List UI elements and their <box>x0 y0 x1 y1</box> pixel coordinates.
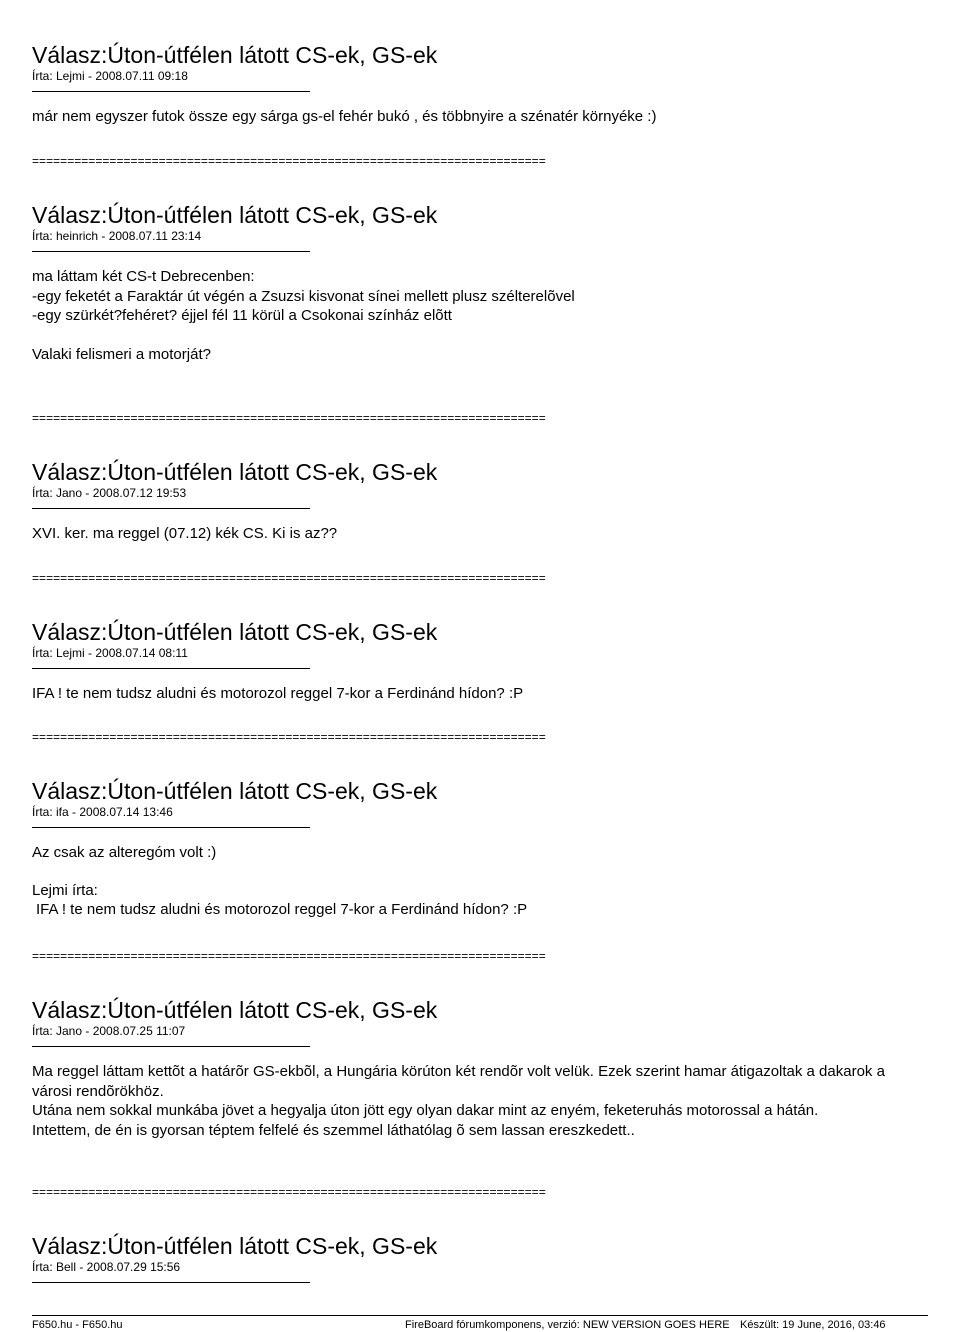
post-meta: Írta: Jano - 2008.07.25 11:07 <box>32 1024 186 1038</box>
meta-divider <box>32 1046 310 1047</box>
post-separator: ========================================================================= <box>32 949 546 963</box>
post-body <box>32 107 922 127</box>
post <box>32 459 932 544</box>
post <box>32 997 932 1140</box>
post-paragraph: XVI. ker. ma reggel (07.12) kék CS. Ki is az?? <box>32 525 338 542</box>
footer-divider <box>32 1315 928 1316</box>
post-title: Válasz:Úton-útfélen látott CS-ek, GS-ek <box>32 997 438 1023</box>
post-separator: ========================================================================= <box>32 1185 546 1199</box>
post-title: Válasz:Úton-útfélen látott CS-ek, GS-ek <box>32 42 438 68</box>
footer-site: F650.hu - F650.hu <box>32 1319 123 1331</box>
post <box>32 778 932 920</box>
post-separator: ========================================================================= <box>32 730 546 744</box>
post-meta: Írta: Lejmi - 2008.07.11 09:18 <box>32 69 188 83</box>
post-separator: ========================================================================= <box>32 154 546 168</box>
meta-divider <box>32 508 310 509</box>
quote-text: IFA ! te nem tudsz aludni és motorozol reggel 7-kor a Ferdinánd hídon? :P <box>36 901 528 918</box>
meta-divider <box>32 1282 310 1283</box>
post-title: Válasz:Úton-útfélen látott CS-ek, GS-ek <box>32 202 438 228</box>
post-title: Válasz:Úton-útfélen látott CS-ek, GS-ek <box>32 778 438 804</box>
post-paragraph: -egy szürkét?fehéret? éjjel fél 11 körül a Csokonai színház elõtt <box>32 307 452 324</box>
meta-divider <box>32 668 310 669</box>
post <box>32 619 932 704</box>
post-meta: Írta: Jano - 2008.07.12 19:53 <box>32 486 187 500</box>
post-title: Válasz:Úton-útfélen látott CS-ek, GS-ek <box>32 619 438 645</box>
post-paragraph: ma láttam két CS-t Debrecenben: <box>32 268 255 285</box>
post-body <box>32 684 922 704</box>
post-meta: Írta: Bell - 2008.07.29 15:56 <box>32 1260 181 1274</box>
post-meta: Írta: Lejmi - 2008.07.14 08:11 <box>32 646 188 660</box>
post <box>32 202 932 365</box>
footer-generator: FireBoard fórumkomponens, verzió: NEW VERSION GOES HERE <box>405 1319 730 1331</box>
post-title: Válasz:Úton-útfélen látott CS-ek, GS-ek <box>32 459 438 485</box>
meta-divider <box>32 251 310 252</box>
post-paragraph: már nem egyszer futok össze egy sárga gs-el fehér bukó , és többnyire a szénatér környéke :) <box>32 108 657 125</box>
post <box>32 1233 932 1283</box>
post-paragraph: Utána nem sokkal munkába jövet a hegyalja úton jött egy olyan dakar mint az enyém, feketeruhás motorossal a hátán. <box>32 1102 819 1119</box>
post-body <box>32 267 922 365</box>
meta-divider <box>32 827 310 828</box>
post-title: Válasz:Úton-útfélen látott CS-ek, GS-ek <box>32 1233 438 1259</box>
post-body <box>32 524 922 544</box>
quote-label: Lejmi írta: <box>32 881 98 899</box>
post-paragraph: IFA ! te nem tudsz aludni és motorozol reggel 7-kor a Ferdinánd hídon? :P <box>32 685 524 702</box>
post-separator: ========================================================================= <box>32 571 546 585</box>
post-meta: Írta: heinrich - 2008.07.11 23:14 <box>32 229 202 243</box>
post-paragraph: Valaki felismeri a motorját? <box>32 346 211 363</box>
meta-divider <box>32 91 310 92</box>
post-body <box>32 843 922 920</box>
post-meta: Írta: ifa - 2008.07.14 13:46 <box>32 805 173 819</box>
post-body <box>32 1062 922 1140</box>
post-paragraph: -egy feketét a Faraktár út végén a Zsuzsi kisvonat sínei mellett plusz szélterelõvel <box>32 287 575 305</box>
post-paragraph: Az csak az alteregóm volt :) <box>32 844 217 861</box>
post <box>32 42 932 127</box>
post-paragraph: Intettem, de én is gyorsan téptem felfelé és szemmel láthatólag õ sem lassan ereszkedett.. <box>32 1121 635 1139</box>
post-separator: ========================================================================= <box>32 411 546 425</box>
post-paragraph-blank <box>32 326 922 346</box>
footer-generated-date: Készült: 19 June, 2016, 03:46 <box>740 1319 886 1331</box>
post-paragraph: Ma reggel láttam kettõt a határõr GS-ekbõl, a Hungária körúton két rendõr volt velük. Ezek szerint hamar átigazoltak a dakarok a városi rendõrökhöz. <box>32 1063 890 1100</box>
